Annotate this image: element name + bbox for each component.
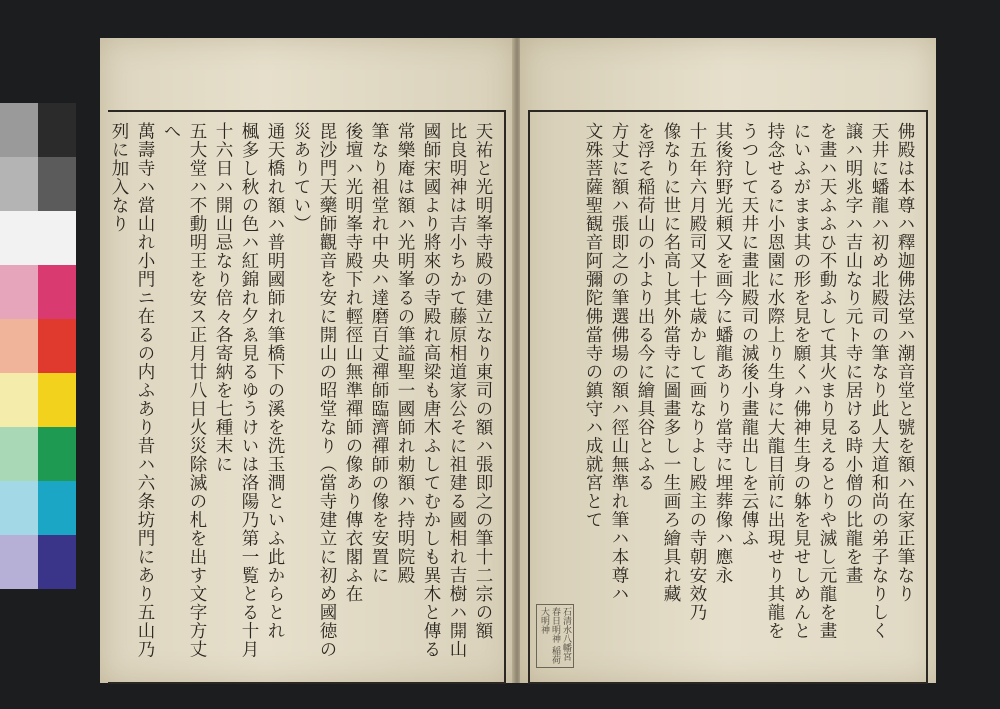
swatch-row xyxy=(0,481,76,535)
text-column: 十六日ハ開山忌なり倍々各寄納を七種末に xyxy=(213,122,233,474)
swatch-row xyxy=(0,427,76,481)
text-column: 像なりに世に名高し其外當寺に圖畫多し一生画ろ繪具れ藏 xyxy=(661,122,681,603)
text-column: 國師宋國より將來の寺殿れ高梁も唐木ふしてむかしも異木と傳る xyxy=(421,122,441,659)
text-column: 方丈に額ハ張即之の筆選佛場の額ハ徑山無準れ筆ハ本尊ハ xyxy=(609,122,629,603)
text-column: 天祐と光明峯寺殿の建立なり東司の額ハ張即之の筆十二宗の額 xyxy=(473,122,493,640)
text-column: 楓多し秋の色ハ紅錦れ夕ゑ見るゆうけいは洛陽乃第一覧とる十月 xyxy=(239,122,259,659)
text-column: 天井に蟠龍ハ初め北殿司の筆なり此人大道和尚の弟子なりしく xyxy=(869,122,889,640)
color-swatch xyxy=(0,157,38,211)
color-swatch xyxy=(38,265,76,319)
text-column: 毘沙門天藥師觀音を安に開山の昭堂なり（當寺建立に初め國徳の災ありてい） xyxy=(291,122,337,659)
left-page-text xyxy=(109,122,496,672)
swatch-row xyxy=(0,265,76,319)
color-swatch xyxy=(0,211,38,265)
library-seal-stamp: 石清水八幡宮 春日明神 稲荷大明神 xyxy=(536,604,574,668)
swatch-row xyxy=(0,103,76,157)
text-column: 比良明神は吉小ちかて藤原相道家公そに祖建る國相れ吉樹ハ開山 xyxy=(447,122,467,659)
open-book xyxy=(100,38,936,683)
color-swatch xyxy=(0,427,38,481)
color-swatch xyxy=(0,265,38,319)
color-swatch xyxy=(0,535,38,589)
right-page-text xyxy=(538,122,918,672)
color-swatch xyxy=(38,319,76,373)
right-page-text-frame xyxy=(528,110,928,684)
color-swatch xyxy=(0,373,38,427)
color-calibration-strip xyxy=(0,103,76,589)
text-column: 萬壽寺ハ當山れ小門ニ在るの内ふあり昔ハ六条坊門にあり五山乃 xyxy=(135,122,155,659)
text-column: 通天橋れ額ハ普明國師れ筆橋下の溪を洗玉澗といふ此からとれ xyxy=(265,122,285,640)
text-column: 持念せるに小恩園に水際上り生身に大龍目前に出現せり其龍を xyxy=(765,122,785,640)
left-page-text-frame xyxy=(108,110,506,684)
text-column: を畫ハ天ふふひ不動ふして其火まり見えるとりや滅し元龍を畫 xyxy=(817,122,837,640)
left-page xyxy=(100,38,514,683)
right-page xyxy=(520,38,936,683)
color-swatch xyxy=(38,427,76,481)
text-column: うつして天井に畫北殿司の滅後小畫龍出しを云傳ふ xyxy=(739,122,759,548)
color-swatch xyxy=(38,535,76,589)
text-column: 其後狩野光頼又を画今に蟠龍ありり當寺に埋葬像ハ應永 xyxy=(713,122,733,585)
color-swatch xyxy=(38,103,76,157)
text-column: 後壇ハ光明峯寺殿下れ輕徑山無準禪師の像あり傳衣閣ふ在 xyxy=(343,122,363,603)
text-column: 五大堂ハ不動明王を安ス正月廿八日火災除滅の札を出す文字方丈へ xyxy=(161,122,207,659)
color-swatch xyxy=(38,373,76,427)
swatch-row xyxy=(0,535,76,589)
swatch-row xyxy=(0,211,76,265)
swatch-row xyxy=(0,373,76,427)
text-column: 文殊菩薩聖観音阿彌陀佛當寺の鎮守ハ成就宮とて xyxy=(583,122,603,529)
text-column: 佛殿は本尊ハ釋迦佛法堂ハ潮音堂と號を額ハ在家正筆なり xyxy=(895,122,915,603)
color-swatch xyxy=(0,481,38,535)
text-column: 列に加入なり xyxy=(109,122,129,233)
swatch-row xyxy=(0,157,76,211)
text-column: 筆なり祖堂れ中央ハ達磨百丈禪師臨濟禪師の像を安置に xyxy=(369,122,389,585)
color-swatch xyxy=(0,319,38,373)
text-column: 譲ハ明兆字ハ吉山なり元ト寺に居ける時小僧の比龍を畫 xyxy=(843,122,863,585)
text-column: 十五年六月殿司又十七歳かして画なりよし殿主の寺朝安效乃 xyxy=(687,122,707,622)
swatch-row xyxy=(0,319,76,373)
text-column: を浮そ稲荷山の小より出る今に繪具谷とふる xyxy=(635,122,655,492)
text-column: にいふがまま其の形を見を願くハ佛神生身の躰を見せしめんと xyxy=(791,122,811,640)
color-swatch xyxy=(38,211,76,265)
color-swatch xyxy=(38,481,76,535)
color-swatch xyxy=(0,103,38,157)
color-swatch xyxy=(38,157,76,211)
text-column: 常樂庵は額ハ光明峯るの筆謚聖一國師れ勅額ハ持明院殿 xyxy=(395,122,415,585)
